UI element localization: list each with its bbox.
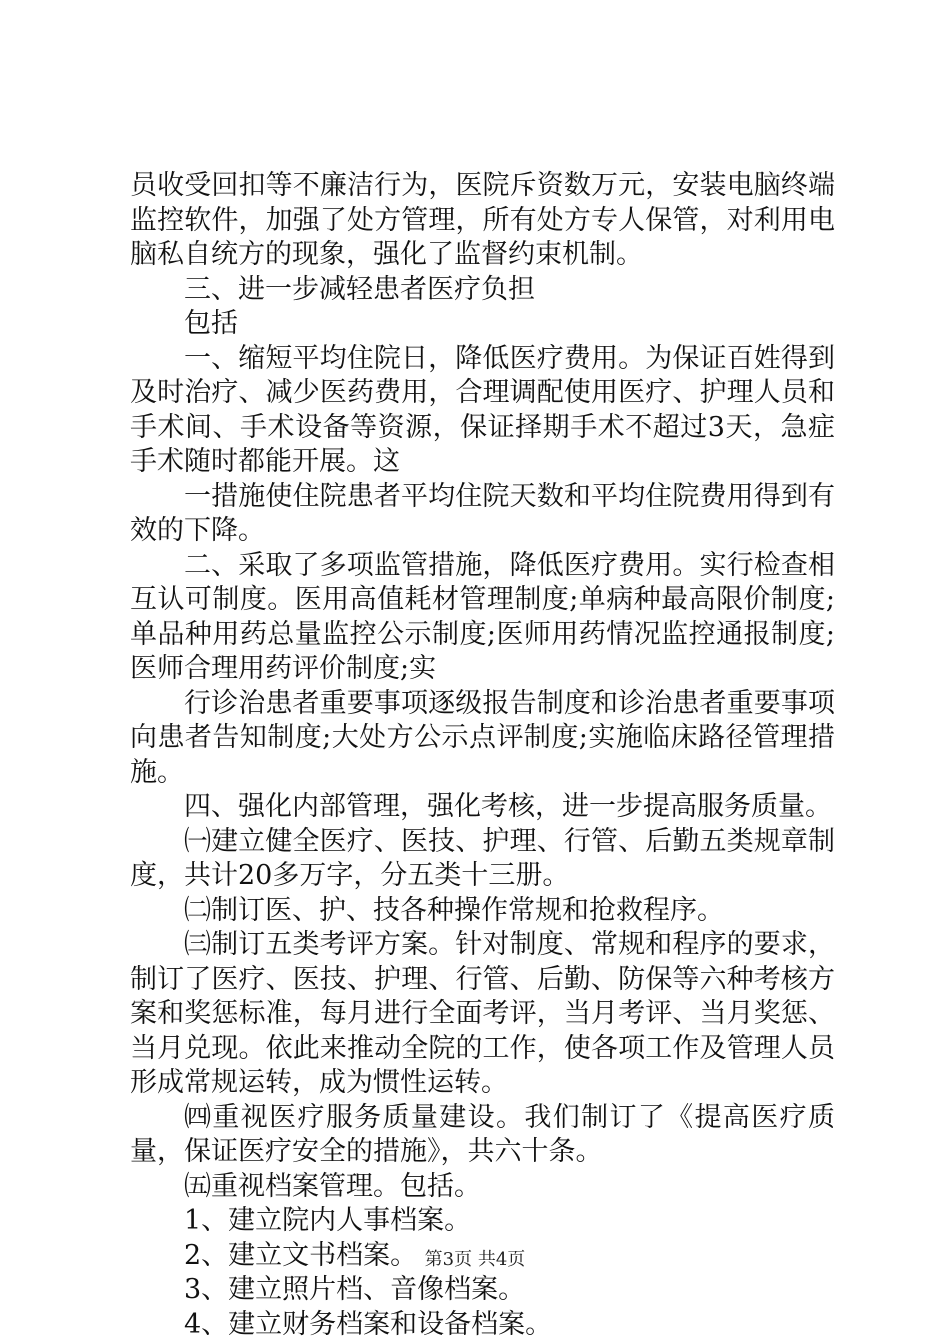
paragraph-4: 一、缩短平均住院日，降低医疗费用。为保证百姓得到及时治疗、减少医药费用，合理调配使用医疗、护理人员和手术间、手术设备等资源，保证择期手术不超过3天，急症手术随时都能开展。这 (130, 342, 835, 477)
document-body (130, 169, 835, 1342)
paragraph-10: ㈡制订医、护、技各种操作常规和抢救程序。 (184, 894, 724, 926)
paragraph-3: 包括 (184, 308, 238, 339)
paragraph-1: 员收受回扣等不廉洁行为，医院斥资数万元，安装电脑终端监控软件，加强了处方管理，所有处方专人保管，对利用电脑私自统方的现象，强化了监督约束机制。 (130, 170, 835, 270)
paragraph-12: ㈣重视医疗服务质量建设。我们制订了《提高医疗质量，保证医疗安全的措施》，共六十条。 (130, 1101, 835, 1167)
paragraph-9: ㈠建立健全医疗、医技、护理、行管、后勤五类规章制度，共计20多万字，分五类十三册。 (130, 825, 835, 891)
heading-section-3: 三、进一步减轻患者医疗负担 (184, 273, 535, 305)
paragraph-13: ㈤重视档案管理。包括。 (184, 1170, 481, 1202)
list-item-3: 3、建立照片档、音像档案。 (184, 1274, 526, 1305)
heading-section-4: 四、强化内部管理，强化考核，进一步提高服务质量。 (184, 791, 832, 822)
paragraph-11: ㈢制订五类考评方案。针对制度、常规和程序的要求，制订了医疗、医技、护理、行管、后勤、防保等六种考核方案和奖惩标准，每月进行全面考评，当月考评、当月奖惩、当月兑现。依此来推动全院的工作，使各项工作及管理人员形成常规运转，成为惯性运转。 (130, 929, 835, 1098)
list-item-4: 4、建立财务档案和设备档案。 (184, 1308, 553, 1340)
list-item-1: 1、建立院内人事档案。 (184, 1205, 472, 1236)
page-footer: 第3页 共4页 (424, 1249, 526, 1270)
paragraph-6: 二、采取了多项监管措施，降低医疗费用。实行检查相互认可制度。医用高值耗材管理制度;单病种最高限价制度;单品种用药总量监控公示制度;医师用药情况监控通报制度;医师合理用药评价制度;实 (130, 549, 835, 684)
list-item-2: 2、建立文书档案。 (184, 1239, 418, 1271)
paragraph-7: 行诊治患者重要事项逐级报告制度和诊治患者重要事项向患者告知制度;大处方公示点评制度;实施临床路径管理措施。 (130, 687, 835, 788)
paragraph-5: 一措施使住院患者平均住院天数和平均住院费用得到有效的下降。 (130, 480, 835, 546)
